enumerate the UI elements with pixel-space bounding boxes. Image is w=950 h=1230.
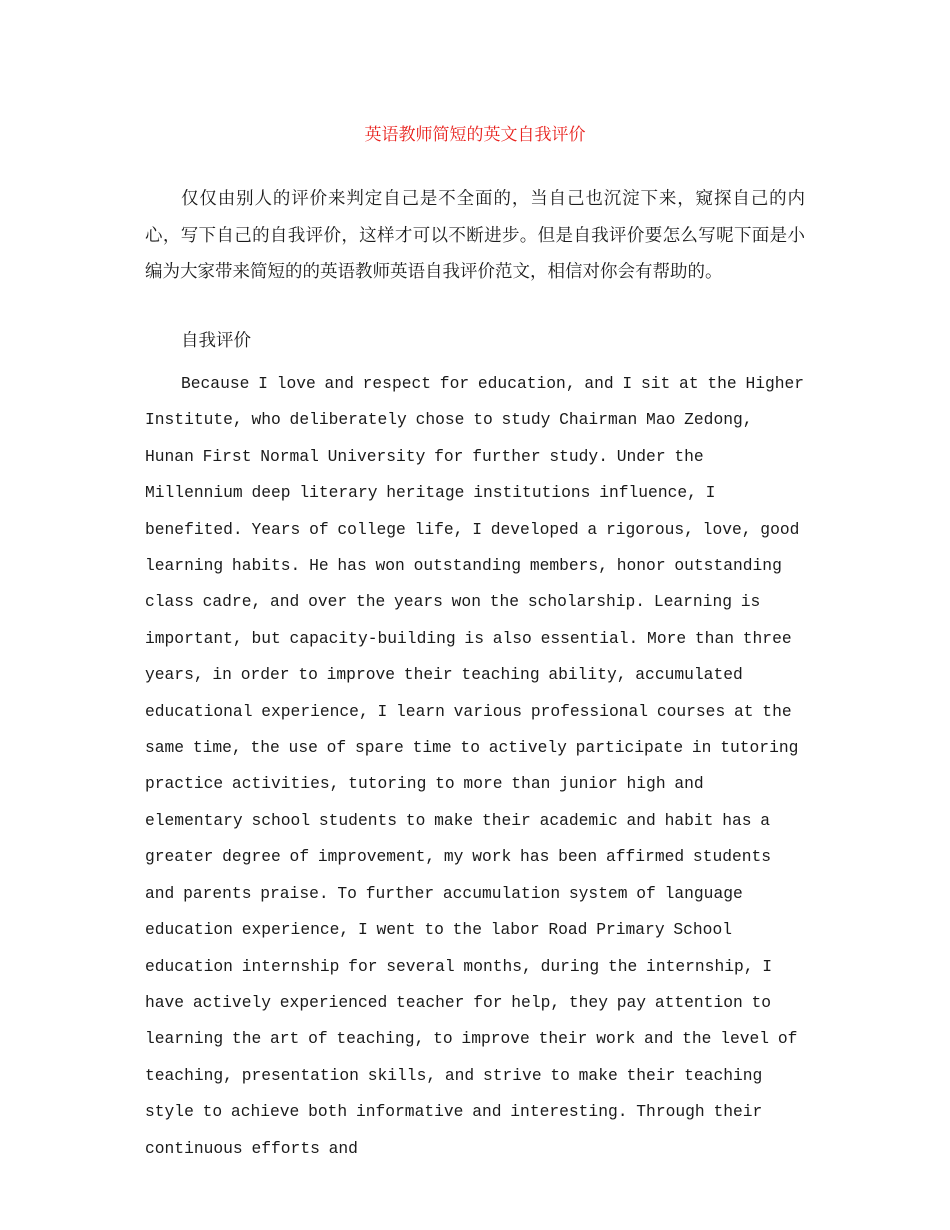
body-paragraph: Because I love and respect for education, and I sit at the Higher Institute, who deliberately chose to study Chairman Mao Zedong, Hunan First Normal University for further study. Under the Millennium deep literary heritage institutions influence, I benefited. Years of college life, I developed a rigorous, love, good learning habits. He has won outstanding members, honor outstanding class cadre, and over the years won the scholarship. Learning is important, but capacity-building is also essential. More than three years, in order to improve their teaching ability, accumulated educational experience, I learn various professional courses at the same time, the use of spare time to actively participate in tutoring practice activities, tutoring to more than junior high and elementary school students to make their academic and habit has a greater degree of improvement, my work has been affirmed students and parents praise. To further accumulation system of language education experience, I went to the labor Road Primary School education internship for several months, during the internship, I have actively experienced teacher for help, they pay attention to learning the art of teaching, to improve their work and the level of teaching, presentation skills, and strive to make their teaching style to achieve both informative and interesting. Through their continuous efforts and <box>145 374 805 1158</box>
intro-paragraph: 仅仅由别人的评价来判定自己是不全面的，当自己也沉淀下来，窥探自己的内心，写下自己的自我评价，这样才可以不断进步。但是自我评价要怎么写呢下面是小编为大家带来简短的的英语教师英语自我评价范文，相信对你会有帮助的。 <box>145 189 805 282</box>
document-title: 英语教师简短的英文自我评价 <box>364 125 586 145</box>
section-heading: 自我评价 <box>181 331 251 351</box>
